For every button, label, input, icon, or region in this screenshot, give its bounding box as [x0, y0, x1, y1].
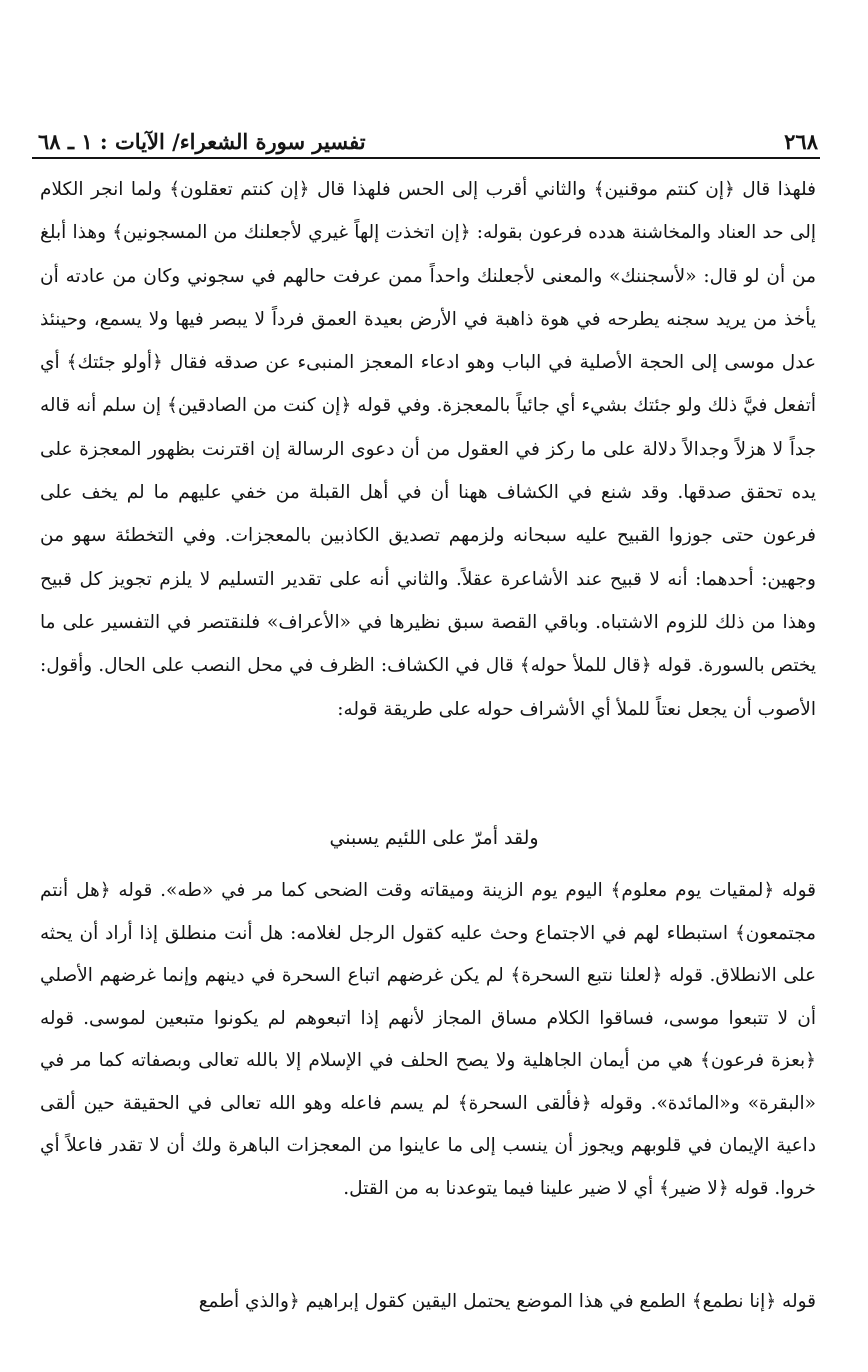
commentary-block-2	[40, 870, 816, 1210]
poetry-verse: ولقد أمرّ على اللئيم يسبني	[329, 827, 539, 849]
commentary-block-3	[40, 1280, 816, 1323]
paragraph: فلهذا قال ﴿إن كنتم موقنين﴾ والثاني أقرب إلى الحس فلهذا قال ﴿إن كنتم تعقلون﴾ ولما انجر الكلام إلى حد العناد والمخاشنة هدده فرعون بقوله: ﴿إن اتخذت إلهاً غيري لأجعلنك من المسجونين﴾ وهذا أبلغ من أن لو قال: «لأسجننك» والمعنى لأجعلنك واحداً ممن عرفت حالهم في سجوني وكان من عادته أن يأخذ من يريد سجنه يطرحه في هوة ذاهبة في الأرض بعيدة العمق فرداً لا يبصر فيها ولا يسمع، وحينئذ عدل موسى إلى الحجة الأصلية في الباب وهو ادعاء المعجز المنبىء عن صدقه فقال ﴿أولو جئتك﴾ أي أتفعل فيَّ ذلك ولو جئتك بشيء أي جائياً بالمعجزة. وفي قوله ﴿إن كنت من الصادقين﴾ إن سلم أنه قاله جداً لا هزلاً وجدالاً دلالة على ما ركز في العقول من أن دعوى الرسالة إن اقترنت بظهور المعجزة على يده تحقق صدقها. وقد شنع في الكشاف ههنا أن في أهل القبلة من خفي عليهم ما لم يخف على فرعون حتى جوزوا القبيح عليه سبحانه ولزمهم تصديق الكاذبين بالمعجزات. وفي التخطئة سهو من وجهين: أحدهما: أنه لا قبيح عند الأشاعرة عقلاً. والثاني أنه على تقدير التسليم لا يلزم تجويز كل قبيح وهذا من ذلك للزوم الاشتباه. وباقي القصة سبق نظيرها في «الأعراف» فلنقتصر في التفسير على ما يختص بالسورة. قوله ﴿قال للملأ حوله﴾ قال في الكشاف: الظرف في محل النصب على الحال. وأقول: الأصوب أن يجعل نعتاً للملأ أي الأشراف حوله على طريقة قوله:	[40, 179, 816, 720]
page-header	[38, 118, 818, 154]
running-title: تفسير سورة الشعراء/ الآيات : ١ ـ ٦٨	[38, 129, 366, 154]
page-number: ٢٦٨	[784, 129, 818, 154]
commentary-block-1	[40, 168, 816, 731]
paragraph: قوله ﴿لمقيات يوم معلوم﴾ اليوم يوم الزينة وميقاته وقت الضحى كما مر في «طه». قوله ﴿هل أنتم مجتمعون﴾ استبطاء لهم في الاجتماع وحث عليه كقول الرجل لغلامه: هل أنت منطلق إذا أراد أن يحثه على الانطلاق. قوله ﴿لعلنا نتبع السحرة﴾ لم يكن غرضهم اتباع السحرة في دينهم وإنما غرضهم الأصلي أن لا تتبعوا موسى، فساقوا الكلام مساق المجاز لأنهم إذا اتبعوهم لم يكونوا متبعين لموسى. قوله ﴿بعزة فرعون﴾ هي من أيمان الجاهلية ولا يصح الحلف في الإسلام إلا بالله تعالى وبصفاته كما مر في «البقرة» و«المائدة». وقوله ﴿فألقى السحرة﴾ لم يسم فاعله وهو الله تعالى في الحقيقة حين ألقى داعية الإيمان في قلوبهم ويجوز أن ينسب إلى ما عاينوا من المعجزات الباهرة ولك أن لا تقدر فاعلاً أي خروا. قوله ﴿لا ضير﴾ أي لا ضير علينا فيما يتوعدنا به من القتل.	[40, 880, 816, 1199]
paragraph: قوله ﴿إنا نطمع﴾ الطمع في هذا الموضع يحتمل اليقين كقول إبراهيم ﴿والذي أطمع	[198, 1291, 816, 1312]
header-divider	[32, 157, 820, 159]
